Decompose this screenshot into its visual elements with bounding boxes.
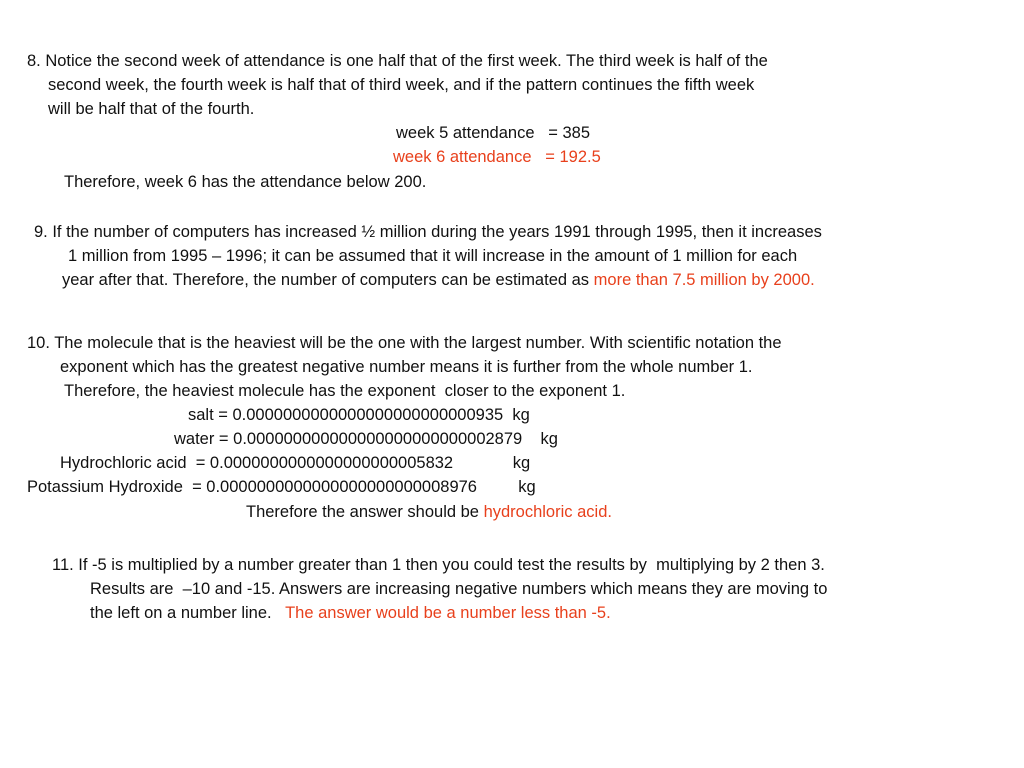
item10-line1: 10. The molecule that is the heaviest will be the one with the largest number. With scientific notation the xyxy=(27,334,782,352)
item11-line2: Results are –10 and -15. Answers are increasing negative numbers which means they are moving to xyxy=(90,580,828,598)
item10-salt: salt = 0.0000000000000000000000000935 kg xyxy=(188,406,530,424)
item10-answer: hydrochloric acid. xyxy=(483,503,612,521)
item10-conclusion xyxy=(246,501,612,523)
item9-line2: 1 million from 1995 – 1996; it can be assumed that it will increase in the amount of 1 million for each xyxy=(68,247,798,265)
item11-line3 xyxy=(90,602,611,624)
item11-line1: 11. If -5 is multiplied by a number greater than 1 then you could test the results by multiplying by 2 then 3. xyxy=(52,556,825,574)
item11-line3-text: the left on a number line. xyxy=(90,604,286,622)
item8-week5: week 5 attendance = 385 xyxy=(396,124,591,142)
item8-line2: second week, the fourth week is half that of third week, and if the pattern continues the fifth week xyxy=(48,76,755,94)
item8-conclusion: Therefore, week 6 has the attendance below 200. xyxy=(64,173,427,191)
item8-line1: 8. Notice the second week of attendance is one half that of the first week. The third week is half of the xyxy=(27,52,768,70)
item10-line2: exponent which has the greatest negative number means it is further from the whole number 1. xyxy=(60,358,753,376)
item10-potassium: Potassium Hydroxide = 0.0000000000000000000000008976 kg xyxy=(27,478,536,496)
item9-line3 xyxy=(62,269,815,291)
item10-water: water = 0.000000000000000000000000002879 kg xyxy=(174,430,558,448)
item9-line3-text: year after that. Therefore, the number of computers can be estimated as xyxy=(62,271,594,289)
item8-week6: week 6 attendance = 192.5 xyxy=(393,148,601,166)
item10-hydrochloric: Hydrochloric acid = 0.0000000000000000000005832 kg xyxy=(60,454,531,472)
item9-answer: more than 7.5 million by 2000. xyxy=(593,271,815,289)
item9-line1: 9. If the number of computers has increased ½ million during the years 1991 through 1995, then it increases xyxy=(34,223,822,241)
item10-line3: Therefore, the heaviest molecule has the exponent closer to the exponent 1. xyxy=(64,382,626,400)
item10-conclusion-text: Therefore the answer should be xyxy=(246,503,484,521)
item11-answer: The answer would be a number less than -5. xyxy=(285,604,611,622)
item8-line3: will be half that of the fourth. xyxy=(48,100,255,118)
